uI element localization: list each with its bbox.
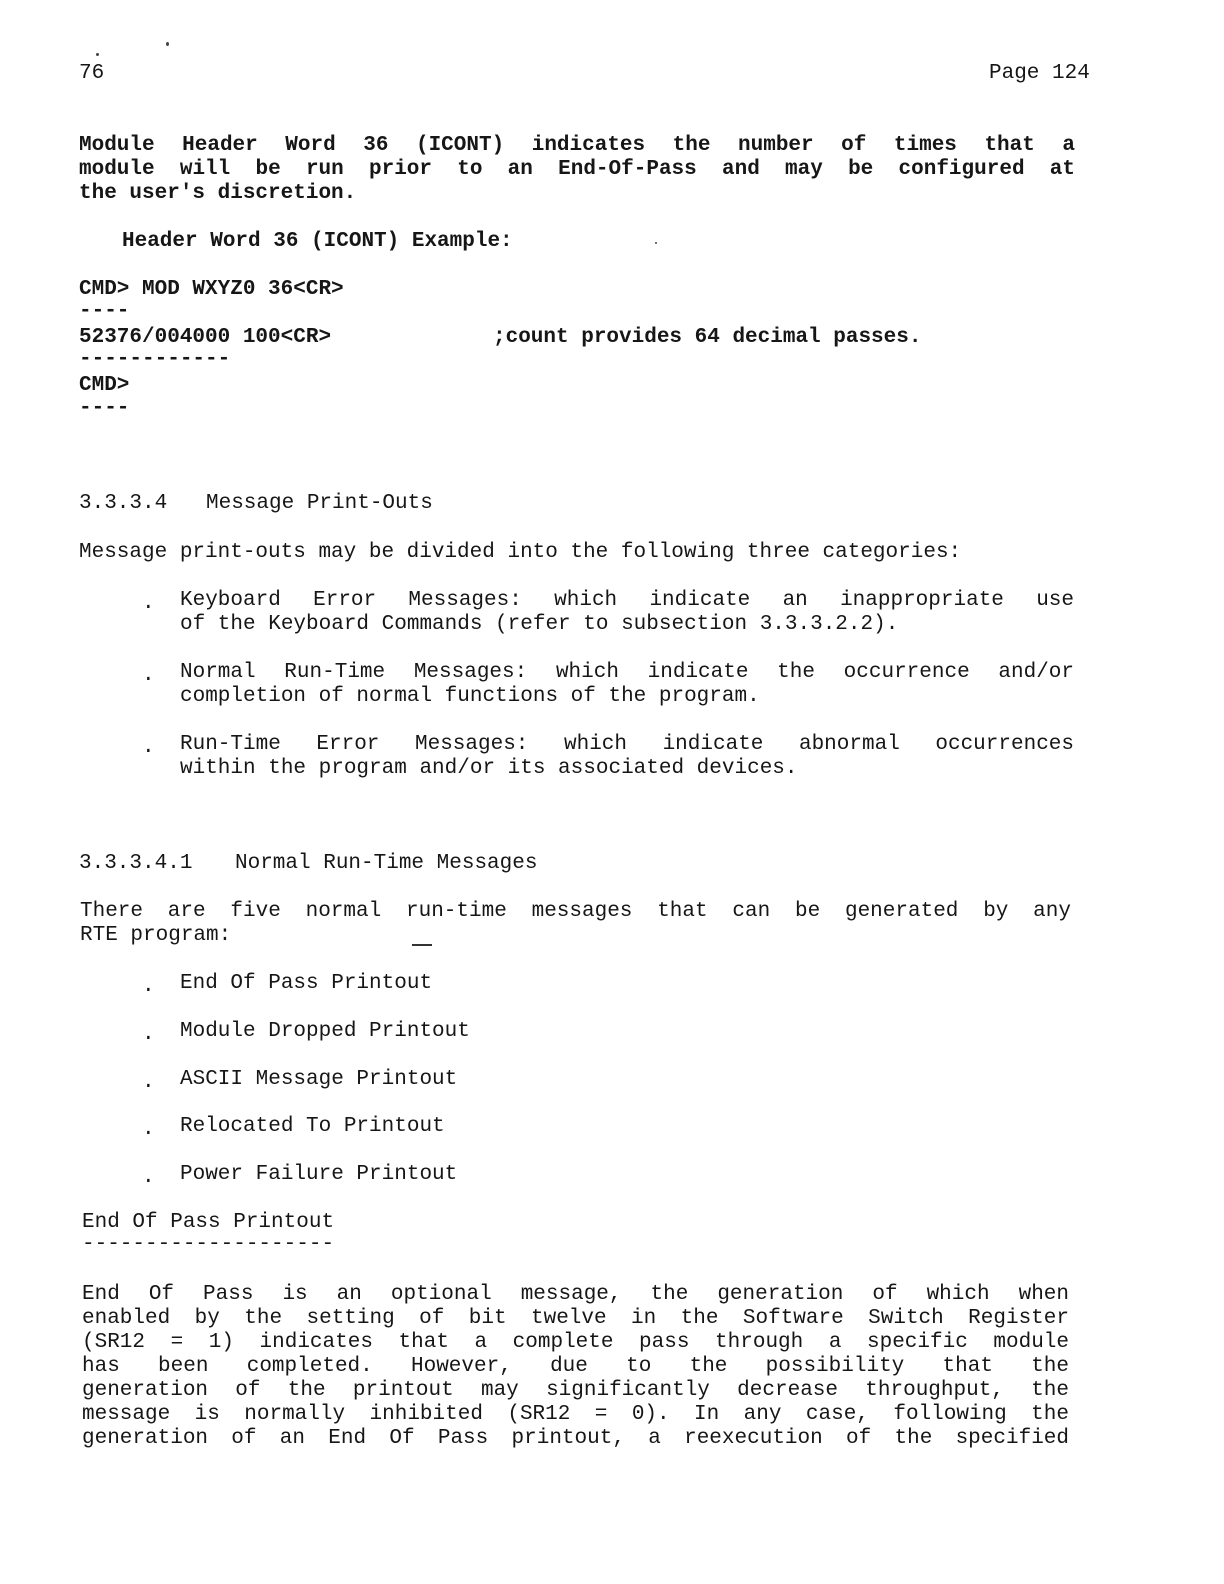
paragraph-line: End Of Pass is an optional message, the generation of which when [82,1283,1069,1306]
list-item-line: Run-Time Error Messages: which indicate abnormal occurrences [180,733,1074,756]
intro-line: Module Header Word 36 (ICONT) indicates the number of times that a [79,134,1075,157]
list-item [180,589,1074,637]
list-item-line: within the program and/or its associated devices. [180,757,798,780]
paragraph-line: generation of the printout may significantly decrease throughput, the [82,1379,1069,1402]
list-item: Power Failure Printout [180,1163,458,1186]
page-label: Page 124 [989,62,1090,85]
bullet-dot: . [142,592,155,615]
folio-number: 76 [79,62,105,85]
bullet-dot: . [142,1023,155,1046]
paragraph-line: message is normally inhibited (SR12 = 0). In any case, following the [82,1403,1069,1426]
section-title: Normal Run-Time Messages [235,852,538,875]
section-intro-line: RTE program: [80,924,232,947]
command-line: CMD> [79,374,130,397]
bullet-dot: . [142,1166,155,1189]
underline: ---- [79,397,130,420]
paragraph-line: (SR12 = 1) indicates that a complete pass through a specific module [82,1331,1069,1354]
list-item-line: Normal Run-Time Messages: which indicate the occurrence and/or [180,661,1074,684]
bullet-dot: . [142,664,155,687]
list-item: ASCII Message Printout [180,1068,458,1091]
scan-speck [166,42,169,46]
end-of-pass-paragraph [82,1283,1069,1451]
bullet-dot: . [142,1118,155,1141]
list-item [180,661,1074,709]
entry-line: 52376/004000 100<CR> [79,326,332,349]
intro-line: the user's discretion. [79,182,357,205]
underline: ---- [79,300,130,323]
intro-line: module will be run prior to an End-Of-Pass and may be configured at [79,158,1075,181]
command-line: CMD> MOD WXYZ0 36<CR> [79,278,344,301]
underline: ------------ [79,348,231,371]
intro-paragraph [79,134,1075,206]
list-item: Relocated To Printout [180,1115,445,1138]
subsection-underline: -------------------- [82,1233,335,1256]
bullet-dot: . [142,975,155,998]
section-number: 3.3.3.4 [79,492,168,515]
section-intro-line: There are five normal run-time messages that can be generated by any [80,900,1071,923]
section-intro: Message print-outs may be divided into the following three categories: [79,541,962,564]
list-item [180,733,1074,781]
list-item-line: Keyboard Error Messages: which indicate an inappropriate use [180,589,1074,612]
list-item-line: completion of normal functions of the program. [180,685,760,708]
subsection-heading: End Of Pass Printout [82,1211,335,1234]
section-number: 3.3.3.4.1 [79,852,193,875]
list-item: Module Dropped Printout [180,1020,470,1043]
list-item: End Of Pass Printout [180,972,433,995]
paragraph-line: enabled by the setting of bit twelve in the Software Switch Register [82,1307,1069,1330]
list-item-line: of the Keyboard Commands (refer to subsection 3.3.3.2.2). [180,613,899,636]
entry-comment: ;count provides 64 decimal passes. [493,326,922,349]
section-title: Message Print-Outs [206,492,433,515]
bullet-dot: . [142,736,155,759]
paragraph-line: has been completed. However, due to the possibility that the [82,1355,1069,1378]
scan-mark [412,944,432,946]
scan-speck [96,53,99,56]
section-intro [80,900,1071,948]
example-heading: Header Word 36 (ICONT) Example: [122,230,513,253]
bullet-dot: . [142,1071,155,1094]
paragraph-line: generation of an End Of Pass printout, a reexecution of the specified [82,1427,1069,1450]
scan-speck [655,242,657,244]
